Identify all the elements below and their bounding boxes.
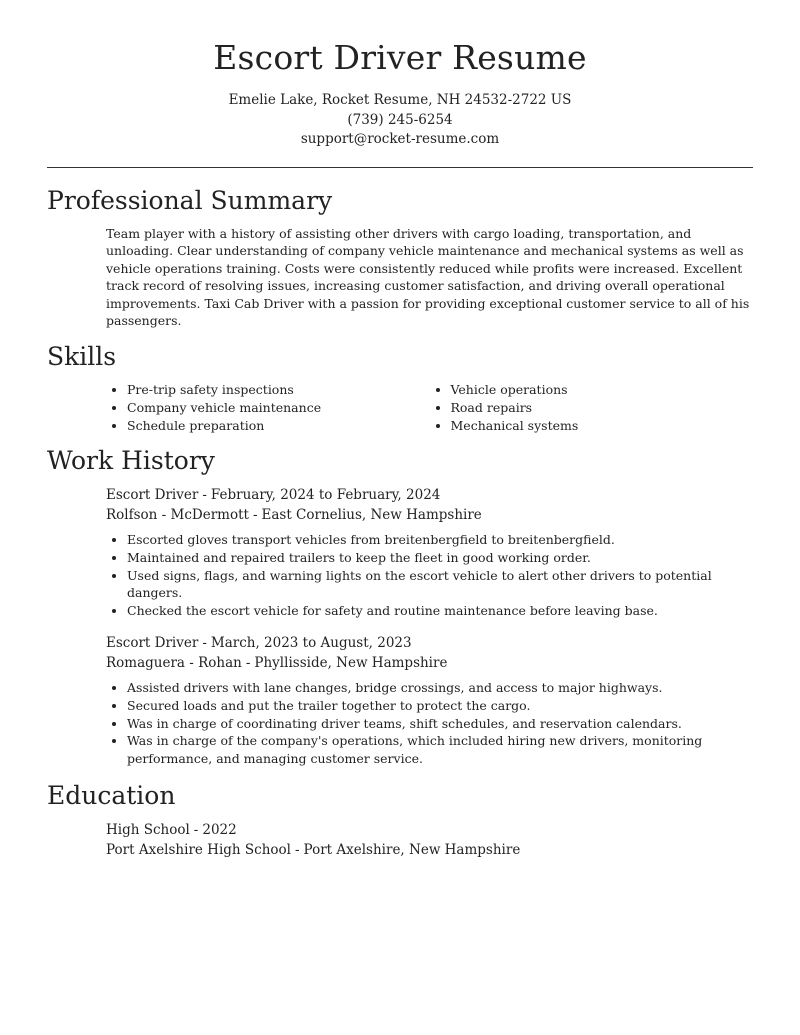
job-company-line: Romaguera - Rohan - Phyllisside, New Hampshire <box>106 655 448 672</box>
education-degree: High School <box>106 822 190 839</box>
job-dates: February, 2024 to February, 2024 <box>210 487 441 504</box>
education-section <box>47 781 753 860</box>
job-title-line: Escort Driver - March, 2023 to August, 2023 <box>106 635 412 652</box>
skills-grid <box>106 381 753 434</box>
skill-item: • Vehicle operations <box>451 381 754 399</box>
job-bullet: • Assisted drivers with lane changes, bridge crossings, and access to major highways. <box>127 679 753 697</box>
skills-list-left <box>106 381 430 434</box>
education-year: 2022 <box>202 822 237 839</box>
education-school: Port Axelshire High School <box>106 842 291 859</box>
job-bullet: • Escorted gloves transport vehicles from breitenbergfield to breitenbergfield. <box>127 531 753 549</box>
skill-item: • Schedule preparation <box>127 417 430 435</box>
summary-section <box>47 186 753 331</box>
skill-item: • Company vehicle maintenance <box>127 399 430 417</box>
job-bullet: • Checked the escort vehicle for safety and routine maintenance before leaving base. <box>127 602 753 620</box>
job-bullet: • Maintained and repaired trailers to keep the fleet in good working order. <box>127 549 753 567</box>
work-heading: Work History <box>47 446 215 476</box>
job-bullets <box>106 531 753 619</box>
skills-heading: Skills <box>47 342 117 372</box>
skills-list-right <box>430 381 754 434</box>
job-entry <box>106 485 753 619</box>
skills-section <box>47 342 753 434</box>
contact-block <box>47 91 753 150</box>
job-company: Rolfson - McDermott <box>106 507 249 524</box>
skill-item: • Road repairs <box>451 399 754 417</box>
summary-text: Team player with a history of assisting other drivers with cargo loading, transportation, and unloading. Clear understanding of company vehicle maintenance and mechanical systems as well as vehicle operations training. Costs were consistently reduced while profits were increased. Excellent track record of resolving issues, increasing customer satisfaction, and driving overall operational improvements. Taxi Cab Driver with a passion for providing exceptional customer service to all of his passengers. <box>106 225 750 329</box>
page-title: Escort Driver Resume <box>213 38 587 77</box>
contact-phone: (739) 245-6254 <box>347 111 453 128</box>
job-title-line: Escort Driver - February, 2024 to February, 2024 <box>106 487 441 504</box>
work-section <box>47 446 753 767</box>
job-entry <box>106 633 753 767</box>
job-location: East Cornelius, New Hampshire <box>261 507 482 524</box>
skill-item: • Pre-trip safety inspections <box>127 381 430 399</box>
summary-heading: Professional Summary <box>47 185 333 215</box>
job-bullet: • Secured loads and put the trailer together to protect the cargo. <box>127 697 753 715</box>
job-title: Escort Driver <box>106 487 199 504</box>
job-location: Phyllisside, New Hampshire <box>254 655 448 672</box>
skill-item: • Mechanical systems <box>451 417 754 435</box>
education-school-line: Port Axelshire High School - Port Axelshire, New Hampshire <box>106 842 521 859</box>
education-heading: Education <box>47 781 176 811</box>
contact-address: Emelie Lake, Rocket Resume, NH 24532-2722 US <box>228 92 572 108</box>
job-bullet: • Was in charge of the company's operations, which included hiring new drivers, monitoring performance, and managing customer service. <box>127 732 753 767</box>
job-dates: March, 2023 to August, 2023 <box>210 635 412 652</box>
contact-email: support@rocket-resume.com <box>300 131 500 147</box>
job-bullet: • Used signs, flags, and warning lights on the escort vehicle to alert other drivers to potential dangers. <box>127 567 753 602</box>
job-title: Escort Driver <box>106 635 199 652</box>
education-degree-line: High School - 2022 <box>106 822 237 839</box>
job-bullet: • Was in charge of coordinating driver teams, shift schedules, and reservation calendars. <box>127 715 753 733</box>
job-company-line: Rolfson - McDermott - East Cornelius, New Hampshire <box>106 507 482 524</box>
job-company: Romaguera - Rohan <box>106 655 242 672</box>
header-divider <box>47 167 753 168</box>
job-bullets <box>106 679 753 767</box>
education-location: Port Axelshire, New Hampshire <box>303 842 521 859</box>
